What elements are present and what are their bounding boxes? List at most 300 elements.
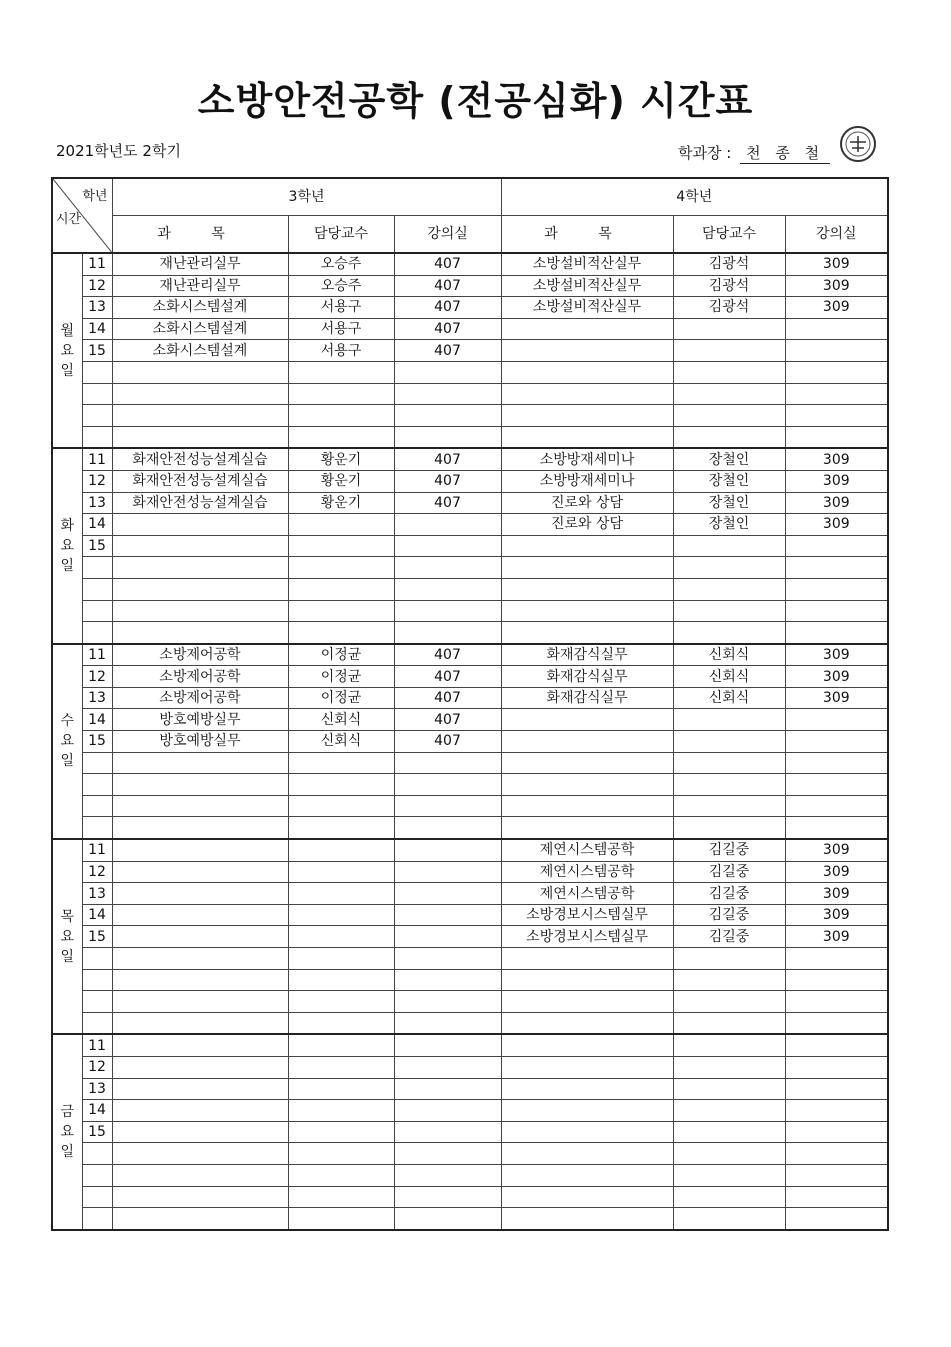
room-4-cell: 309: [785, 644, 888, 666]
subject-header-4: 과 목: [501, 216, 673, 254]
period-cell: 11: [82, 1034, 112, 1056]
subject-4-cell: 진로와 상담: [501, 514, 673, 536]
table-row: [52, 622, 888, 644]
subject-3-cell: [112, 1100, 288, 1122]
professor-4-cell: [673, 361, 785, 383]
table-row: [52, 275, 888, 297]
table-row: [52, 861, 888, 883]
professor-4-cell: [673, 578, 785, 600]
subject-4-cell: 제연시스템공학: [501, 861, 673, 883]
professor-3-cell: [288, 578, 394, 600]
subject-3-cell: [112, 557, 288, 579]
subject-3-cell: [112, 1121, 288, 1143]
professor-4-cell: 신회식: [673, 687, 785, 709]
room-3-cell: [394, 1012, 501, 1034]
professor-4-cell: [673, 709, 785, 731]
professor-3-cell: [288, 535, 394, 557]
subject-4-cell: [501, 774, 673, 796]
subject-3-cell: 소방제어공학: [112, 687, 288, 709]
professor-4-cell: [673, 1121, 785, 1143]
period-cell: 11: [82, 253, 112, 275]
corner-time-label: 시간: [56, 212, 82, 227]
subject-3-cell: [112, 948, 288, 970]
room-4-cell: 309: [785, 926, 888, 948]
room-3-cell: [394, 752, 501, 774]
room-3-cell: 407: [394, 448, 501, 470]
subject-4-cell: 화재감식실무: [501, 687, 673, 709]
professor-3-cell: [288, 1208, 394, 1230]
room-4-cell: [785, 1164, 888, 1186]
professor-3-cell: [288, 405, 394, 427]
period-cell: [82, 817, 112, 839]
subject-3-cell: [112, 795, 288, 817]
subject-4-cell: 진로와 상담: [501, 492, 673, 514]
professor-4-cell: 김길중: [673, 839, 785, 861]
professor-3-cell: 서용구: [288, 318, 394, 340]
subject-3-cell: [112, 1034, 288, 1056]
table-row: [52, 883, 888, 905]
subject-3-cell: [112, 514, 288, 536]
room-3-cell: [394, 578, 501, 600]
period-cell: 14: [82, 709, 112, 731]
period-cell: [82, 774, 112, 796]
table-row: [52, 253, 888, 275]
period-cell: [82, 1012, 112, 1034]
subject-3-cell: 소방제어공학: [112, 666, 288, 688]
dept-head: [678, 142, 830, 164]
table-row: [52, 1012, 888, 1034]
subject-4-cell: 소방경보시스템실무: [501, 926, 673, 948]
professor-3-cell: 서용구: [288, 340, 394, 362]
room-4-cell: [785, 795, 888, 817]
period-cell: 11: [82, 839, 112, 861]
room-4-cell: [785, 383, 888, 405]
subject-4-cell: [501, 1012, 673, 1034]
room-3-cell: [394, 1186, 501, 1208]
period-cell: [82, 426, 112, 448]
room-4-cell: [785, 1186, 888, 1208]
table-row: [52, 795, 888, 817]
table-row: [52, 644, 888, 666]
table-row: [52, 774, 888, 796]
table-row: [52, 492, 888, 514]
period-cell: 12: [82, 861, 112, 883]
table-row: [52, 817, 888, 839]
seal-stamp-icon: [838, 124, 878, 164]
room-4-cell: [785, 991, 888, 1013]
professor-3-cell: [288, 795, 394, 817]
professor-4-cell: [673, 622, 785, 644]
period-cell: 14: [82, 1100, 112, 1122]
room-3-cell: [394, 948, 501, 970]
period-cell: [82, 600, 112, 622]
room-3-cell: [394, 1078, 501, 1100]
room-3-cell: [394, 426, 501, 448]
subject-4-cell: [501, 795, 673, 817]
table-row: [52, 731, 888, 753]
table-row: [52, 687, 888, 709]
room-4-cell: [785, 600, 888, 622]
subject-3-cell: 방호예방실무: [112, 731, 288, 753]
professor-3-cell: 서용구: [288, 297, 394, 319]
table-row: [52, 948, 888, 970]
professor-4-cell: [673, 1056, 785, 1078]
room-4-cell: [785, 557, 888, 579]
room-4-cell: [785, 752, 888, 774]
table-row: [52, 1121, 888, 1143]
subject-3-cell: 화재안전성능설계실습: [112, 492, 288, 514]
professor-4-cell: [673, 948, 785, 970]
subject-4-cell: 소방설비적산실무: [501, 253, 673, 275]
room-3-cell: [394, 991, 501, 1013]
room-3-cell: [394, 622, 501, 644]
subject-4-cell: [501, 340, 673, 362]
table-row: [52, 1034, 888, 1056]
professor-4-cell: [673, 991, 785, 1013]
table-row: [52, 557, 888, 579]
professor-3-cell: 오승주: [288, 275, 394, 297]
subject-3-cell: [112, 1164, 288, 1186]
professor-3-cell: [288, 991, 394, 1013]
period-cell: [82, 557, 112, 579]
room-4-cell: [785, 622, 888, 644]
professor-3-cell: [288, 1056, 394, 1078]
table-row: [52, 470, 888, 492]
subject-4-cell: [501, 405, 673, 427]
professor-3-cell: 황운기: [288, 492, 394, 514]
period-cell: [82, 622, 112, 644]
professor-header-3: 담당교수: [288, 216, 394, 254]
room-4-cell: [785, 405, 888, 427]
subject-4-cell: [501, 361, 673, 383]
subject-4-cell: 소방설비적산실무: [501, 275, 673, 297]
room-4-cell: 309: [785, 470, 888, 492]
table-row: [52, 535, 888, 557]
subject-4-cell: [501, 622, 673, 644]
room-3-cell: 407: [394, 297, 501, 319]
room-4-cell: [785, 318, 888, 340]
subject-4-cell: [501, 535, 673, 557]
professor-4-cell: 김길중: [673, 883, 785, 905]
period-cell: 12: [82, 470, 112, 492]
room-3-cell: [394, 795, 501, 817]
page-title: 소방안전공학 (전공심화) 시간표: [197, 79, 754, 123]
room-4-cell: [785, 1121, 888, 1143]
room-3-cell: [394, 1143, 501, 1165]
subject-4-cell: [501, 383, 673, 405]
room-3-cell: [394, 839, 501, 861]
room-3-cell: [394, 514, 501, 536]
table-row: [52, 514, 888, 536]
subject-4-cell: [501, 948, 673, 970]
professor-3-cell: [288, 557, 394, 579]
subject-3-cell: 화재안전성능설계실습: [112, 448, 288, 470]
subject-4-cell: [501, 752, 673, 774]
professor-header-4: 담당교수: [673, 216, 785, 254]
room-3-cell: 407: [394, 666, 501, 688]
subject-3-cell: [112, 578, 288, 600]
subject-4-cell: 소방설비적산실무: [501, 297, 673, 319]
professor-4-cell: 김광석: [673, 253, 785, 275]
period-cell: 12: [82, 1056, 112, 1078]
day-label: 화 요 일: [52, 448, 82, 643]
room-4-cell: [785, 1143, 888, 1165]
period-cell: [82, 752, 112, 774]
room-4-cell: [785, 426, 888, 448]
subject-3-cell: [112, 1208, 288, 1230]
corner-header: [52, 178, 112, 253]
room-3-cell: [394, 361, 501, 383]
professor-3-cell: [288, 426, 394, 448]
subject-4-cell: 소방경보시스템실무: [501, 904, 673, 926]
professor-3-cell: [288, 361, 394, 383]
professor-4-cell: [673, 1034, 785, 1056]
subject-3-cell: [112, 969, 288, 991]
semester-label: 2021학년도 2학기: [56, 142, 181, 160]
period-cell: [82, 578, 112, 600]
room-4-cell: [785, 340, 888, 362]
table-row: [52, 426, 888, 448]
professor-3-cell: [288, 969, 394, 991]
subject-4-cell: [501, 731, 673, 753]
professor-3-cell: 이정균: [288, 666, 394, 688]
table-row: [52, 1164, 888, 1186]
day-label: 월 요 일: [52, 253, 82, 448]
professor-4-cell: [673, 535, 785, 557]
professor-3-cell: [288, 1164, 394, 1186]
professor-4-cell: 김길중: [673, 904, 785, 926]
professor-3-cell: [288, 514, 394, 536]
professor-3-cell: [288, 1012, 394, 1034]
professor-4-cell: [673, 1143, 785, 1165]
subject-3-cell: 화재안전성능설계실습: [112, 470, 288, 492]
table-row: [52, 405, 888, 427]
professor-4-cell: [673, 1186, 785, 1208]
table-row: [52, 383, 888, 405]
professor-3-cell: 신회식: [288, 731, 394, 753]
subject-4-cell: [501, 1164, 673, 1186]
room-4-cell: [785, 1012, 888, 1034]
subject-3-cell: [112, 752, 288, 774]
room-4-cell: 309: [785, 297, 888, 319]
period-cell: 15: [82, 1121, 112, 1143]
professor-4-cell: [673, 817, 785, 839]
table-row: [52, 297, 888, 319]
professor-4-cell: [673, 318, 785, 340]
room-3-cell: 407: [394, 644, 501, 666]
period-cell: 12: [82, 275, 112, 297]
subject-3-cell: [112, 991, 288, 1013]
period-cell: 13: [82, 687, 112, 709]
professor-3-cell: [288, 600, 394, 622]
room-4-cell: [785, 774, 888, 796]
subject-3-cell: [112, 926, 288, 948]
room-3-cell: 407: [394, 340, 501, 362]
subject-4-cell: 화재감식실무: [501, 644, 673, 666]
professor-3-cell: 황운기: [288, 470, 394, 492]
table-row: [52, 1143, 888, 1165]
room-4-cell: 309: [785, 253, 888, 275]
professor-3-cell: [288, 817, 394, 839]
table-row: [52, 1100, 888, 1122]
room-4-cell: 309: [785, 839, 888, 861]
subject-3-cell: 소화시스템설계: [112, 340, 288, 362]
room-3-cell: 407: [394, 731, 501, 753]
day-label: 목 요 일: [52, 839, 82, 1034]
professor-3-cell: [288, 861, 394, 883]
period-cell: 13: [82, 1078, 112, 1100]
professor-3-cell: [288, 1078, 394, 1100]
subject-4-cell: [501, 1034, 673, 1056]
room-3-cell: [394, 535, 501, 557]
professor-3-cell: [288, 904, 394, 926]
period-cell: 12: [82, 666, 112, 688]
room-3-cell: [394, 904, 501, 926]
subject-3-cell: [112, 383, 288, 405]
dept-head-label: 학과장 :: [678, 144, 732, 162]
room-3-cell: [394, 1164, 501, 1186]
table-row: [52, 752, 888, 774]
table-row: [52, 600, 888, 622]
subject-4-cell: 화재감식실무: [501, 666, 673, 688]
subject-4-cell: [501, 1208, 673, 1230]
subject-3-cell: [112, 361, 288, 383]
room-4-cell: 309: [785, 687, 888, 709]
professor-4-cell: 김광석: [673, 275, 785, 297]
room-3-cell: [394, 969, 501, 991]
subject-4-cell: [501, 1121, 673, 1143]
subject-4-cell: [501, 1143, 673, 1165]
professor-4-cell: [673, 557, 785, 579]
subject-3-cell: 재난관리실무: [112, 275, 288, 297]
professor-3-cell: [288, 883, 394, 905]
professor-4-cell: [673, 795, 785, 817]
subject-4-cell: 소방방재세미나: [501, 470, 673, 492]
professor-3-cell: [288, 1034, 394, 1056]
period-cell: 14: [82, 318, 112, 340]
table-row: [52, 578, 888, 600]
subject-3-cell: [112, 600, 288, 622]
room-3-cell: 407: [394, 275, 501, 297]
professor-4-cell: [673, 752, 785, 774]
period-cell: 13: [82, 492, 112, 514]
professor-4-cell: 김길중: [673, 861, 785, 883]
room-3-cell: 407: [394, 687, 501, 709]
subject-4-cell: [501, 557, 673, 579]
room-3-cell: [394, 600, 501, 622]
professor-4-cell: [673, 1012, 785, 1034]
subject-4-cell: [501, 318, 673, 340]
professor-4-cell: [673, 383, 785, 405]
period-cell: [82, 405, 112, 427]
subject-3-cell: [112, 1143, 288, 1165]
subject-4-cell: [501, 600, 673, 622]
subject-3-cell: [112, 1186, 288, 1208]
subject-3-cell: [112, 861, 288, 883]
professor-4-cell: 장철인: [673, 514, 785, 536]
table-row: [52, 991, 888, 1013]
subject-3-cell: [112, 1056, 288, 1078]
professor-4-cell: [673, 340, 785, 362]
subject-3-cell: [112, 883, 288, 905]
subject-4-cell: [501, 426, 673, 448]
table-row: [52, 1186, 888, 1208]
room-4-cell: 309: [785, 514, 888, 536]
professor-3-cell: [288, 383, 394, 405]
table-row: [52, 969, 888, 991]
subject-3-cell: [112, 817, 288, 839]
period-cell: 13: [82, 883, 112, 905]
dept-head-name: 천 종 철: [740, 142, 830, 164]
room-4-cell: 309: [785, 861, 888, 883]
room-4-cell: [785, 731, 888, 753]
professor-4-cell: 신회식: [673, 666, 785, 688]
subject-4-cell: [501, 817, 673, 839]
period-cell: 15: [82, 926, 112, 948]
professor-4-cell: [673, 405, 785, 427]
room-4-cell: 309: [785, 492, 888, 514]
room-header-4: 강의실: [785, 216, 888, 254]
room-4-cell: [785, 1100, 888, 1122]
subject-3-cell: 재난관리실무: [112, 253, 288, 275]
day-label: 금 요 일: [52, 1034, 82, 1229]
room-3-cell: 407: [394, 253, 501, 275]
professor-3-cell: [288, 1143, 394, 1165]
subject-4-cell: [501, 969, 673, 991]
room-3-cell: [394, 383, 501, 405]
professor-4-cell: [673, 600, 785, 622]
table-row: [52, 361, 888, 383]
professor-4-cell: [673, 1100, 785, 1122]
subject-3-cell: [112, 904, 288, 926]
professor-3-cell: 이정균: [288, 687, 394, 709]
subject-3-cell: [112, 622, 288, 644]
subject-4-cell: [501, 1056, 673, 1078]
professor-4-cell: [673, 731, 785, 753]
table-row: [52, 709, 888, 731]
professor-3-cell: [288, 1100, 394, 1122]
subject-3-cell: 소화시스템설계: [112, 318, 288, 340]
period-cell: [82, 1143, 112, 1165]
period-cell: [82, 969, 112, 991]
table-row: [52, 340, 888, 362]
table-row: [52, 448, 888, 470]
subject-4-cell: 제연시스템공학: [501, 883, 673, 905]
period-cell: [82, 383, 112, 405]
room-3-cell: [394, 861, 501, 883]
period-cell: [82, 1186, 112, 1208]
grade4-header: 4학년: [501, 178, 888, 216]
room-3-cell: 407: [394, 318, 501, 340]
professor-4-cell: [673, 1164, 785, 1186]
room-4-cell: [785, 1034, 888, 1056]
subject-4-cell: [501, 991, 673, 1013]
period-cell: [82, 948, 112, 970]
professor-3-cell: [288, 752, 394, 774]
corner-grade-label: 학년: [82, 189, 108, 204]
subject-3-cell: 소화시스템설계: [112, 297, 288, 319]
subject-3-cell: 방호예방실무: [112, 709, 288, 731]
subject-3-cell: [112, 535, 288, 557]
room-3-cell: [394, 1056, 501, 1078]
professor-3-cell: 오승주: [288, 253, 394, 275]
room-4-cell: [785, 948, 888, 970]
subject-4-cell: [501, 709, 673, 731]
professor-4-cell: 김광석: [673, 297, 785, 319]
subject-4-cell: [501, 1186, 673, 1208]
room-4-cell: 309: [785, 883, 888, 905]
room-3-cell: [394, 1034, 501, 1056]
